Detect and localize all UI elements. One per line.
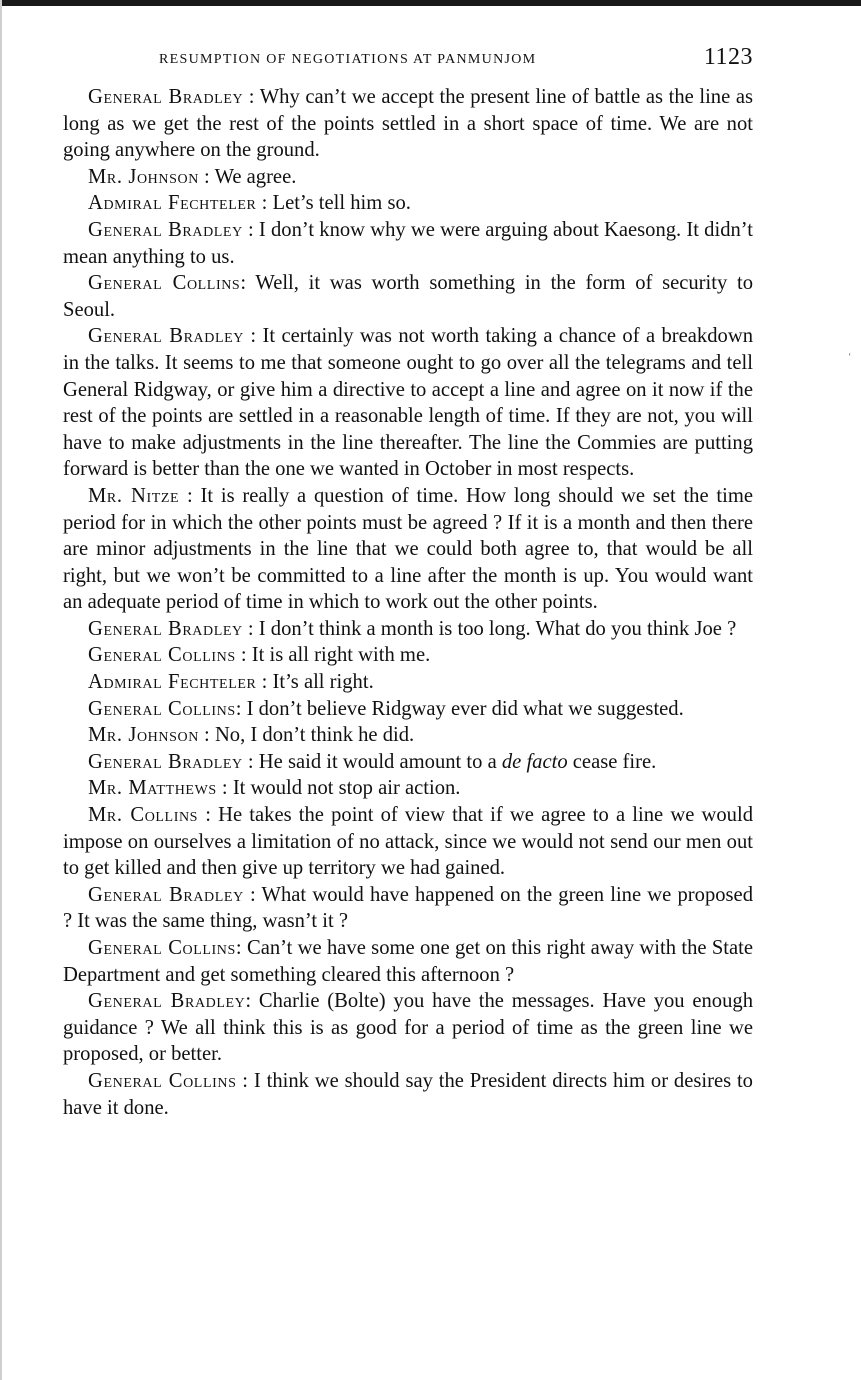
speaker-name: General Collins	[88, 272, 241, 295]
speech-text: What would have happened on the green line we proposed ? It was the same thing, wasn’t it ?	[63, 883, 753, 933]
speaker-name: Mr. Johnson	[88, 165, 199, 188]
transcript-paragraph	[63, 722, 753, 749]
left-edge-rule	[0, 0, 2, 1380]
speech-text: It is all right with me.	[251, 644, 431, 667]
top-edge-rule	[0, 0, 861, 6]
speaker-name: General Bradley	[88, 750, 243, 773]
speech-text: It’s all right.	[272, 671, 374, 694]
speaker-separator: :	[256, 192, 273, 215]
speaker-name: General Collins	[88, 697, 236, 720]
speaker-name: General Bradley	[88, 617, 243, 640]
speech-text: Let’s tell him so.	[272, 192, 411, 215]
transcript-paragraph	[63, 270, 753, 323]
transcript-body	[63, 84, 753, 1121]
transcript-paragraph	[63, 802, 753, 882]
speech-text: Can’t we have some one get on this right away with the State Department and get something cleared this afternoon ?	[63, 937, 754, 986]
book-page	[63, 44, 753, 1121]
speech-text: It certainly was not worth taking a chance of a breakdown in the talks. It seems to me that someone ought to go over all the telegrams and tell General Ridgway, or give him a directive to accept a line and agree on it now if the rest of the points are settled in a reasonable length of time. If they are not, you will have to make adjustments in the line thereafter. The line the Commies are putting forward is better than the one we wanted in October in most respects.	[63, 325, 753, 481]
speech-text: I think we should say the President directs him or desires to have it done.	[63, 1069, 753, 1119]
transcript-paragraph	[63, 669, 753, 696]
speaker-separator: :	[240, 272, 256, 295]
transcript-paragraph	[63, 935, 753, 988]
speech-text: He said it would amount to a	[258, 750, 502, 773]
speaker-separator: :	[256, 671, 273, 694]
speaker-name: General Bradley	[88, 990, 246, 1013]
transcript-paragraph	[63, 882, 753, 935]
speaker-separator: :	[198, 165, 215, 188]
speaker-separator: :	[243, 883, 262, 906]
speech-text-continued: cease fire.	[567, 750, 657, 773]
speaker-separator: :	[236, 1069, 254, 1092]
speaker-separator: :	[235, 644, 252, 667]
speaker-name: General Bradley	[88, 86, 244, 108]
page-number: 1123	[703, 44, 753, 70]
speaker-separator: :	[244, 325, 263, 348]
speaker-separator: :	[198, 724, 215, 747]
speech-text: No, I don’t think he did.	[214, 724, 415, 747]
speaker-name: Mr. Matthews	[88, 777, 217, 800]
transcript-paragraph	[63, 1068, 753, 1121]
speaker-name: Mr. Collins	[88, 804, 199, 827]
speaker-name: General Bradley	[88, 325, 244, 348]
speech-text: We agree.	[214, 165, 297, 188]
transcript-paragraph	[63, 483, 753, 616]
speaker-separator: :	[235, 697, 247, 720]
speech-text: Well, it was worth something in the form of security to Seoul.	[63, 272, 754, 321]
speaker-name: Admiral Fechteler	[88, 671, 257, 694]
speaker-name: General Collins	[88, 937, 236, 959]
transcript-paragraph	[63, 775, 753, 802]
speech-text: Charlie (Bolte) you have the messages. Have you enough guidance ? We all think this is as good for a period of time as the green line we proposed, or better.	[63, 990, 753, 1066]
page-header	[63, 44, 753, 84]
speaker-separator: :	[242, 750, 259, 773]
margin-mark: ʻ	[848, 352, 852, 363]
speaker-separator: :	[245, 990, 259, 1013]
speaker-separator: :	[216, 777, 233, 800]
transcript-paragraph	[63, 749, 753, 776]
transcript-paragraph	[63, 164, 753, 191]
speech-text: I don’t think a month is too long. What do you think Joe ?	[258, 617, 737, 640]
transcript-paragraph	[63, 642, 753, 669]
speech-text: He takes the point of view that if we agree to a line we would impose on ourselves a limitation of no attack, since we would not send our men out to get killed and then give up territory we had gained.	[63, 804, 753, 880]
transcript-paragraph	[63, 84, 753, 164]
transcript-paragraph	[63, 616, 753, 643]
speaker-separator: :	[179, 484, 201, 507]
speaker-name: General Bradley	[88, 883, 244, 906]
speech-text: I don’t believe Ridgway ever did what we suggested.	[246, 697, 684, 720]
speech-text: I don’t know why we were arguing about Kaesong. It didn’t mean anything to us.	[63, 218, 753, 268]
transcript-paragraph	[63, 696, 753, 723]
speaker-name: General Collins	[88, 1069, 237, 1092]
speaker-separator: :	[235, 937, 247, 959]
speaker-name: Admiral Fechteler	[88, 192, 257, 215]
speaker-separator: :	[198, 804, 219, 827]
speaker-name: Mr. Johnson	[88, 724, 199, 747]
transcript-paragraph	[63, 190, 753, 217]
speech-text: It is really a question of time. How long should we set the time period for in which the other points must be agreed ? If it is a month and then there are minor adjustments in the line that we could both agree to, that would be all right, but we won’t be committed to a line after the month is up. You would want an adequate period of time in which to work out the other points.	[63, 484, 753, 614]
transcript-paragraph	[63, 988, 753, 1068]
running-head: RESUMPTION OF NEGOTIATIONS AT PANMUNJOM	[159, 52, 537, 67]
speech-text: Why can’t we accept the present line of battle as the line as long as we get the rest of the points settled in a short space of time. We are not going anywhere on the ground.	[63, 86, 753, 162]
speech-text: It would not stop air action.	[232, 777, 461, 800]
italic-phrase: de facto	[501, 750, 568, 773]
speaker-name: General Collins	[88, 644, 236, 667]
transcript-paragraph	[63, 323, 753, 483]
speaker-name: Mr. Nitze	[88, 484, 180, 507]
speaker-separator: :	[243, 86, 260, 108]
speaker-separator: :	[242, 218, 259, 241]
speaker-name: General Bradley	[88, 218, 243, 241]
speaker-separator: :	[242, 617, 259, 640]
transcript-paragraph	[63, 217, 753, 270]
